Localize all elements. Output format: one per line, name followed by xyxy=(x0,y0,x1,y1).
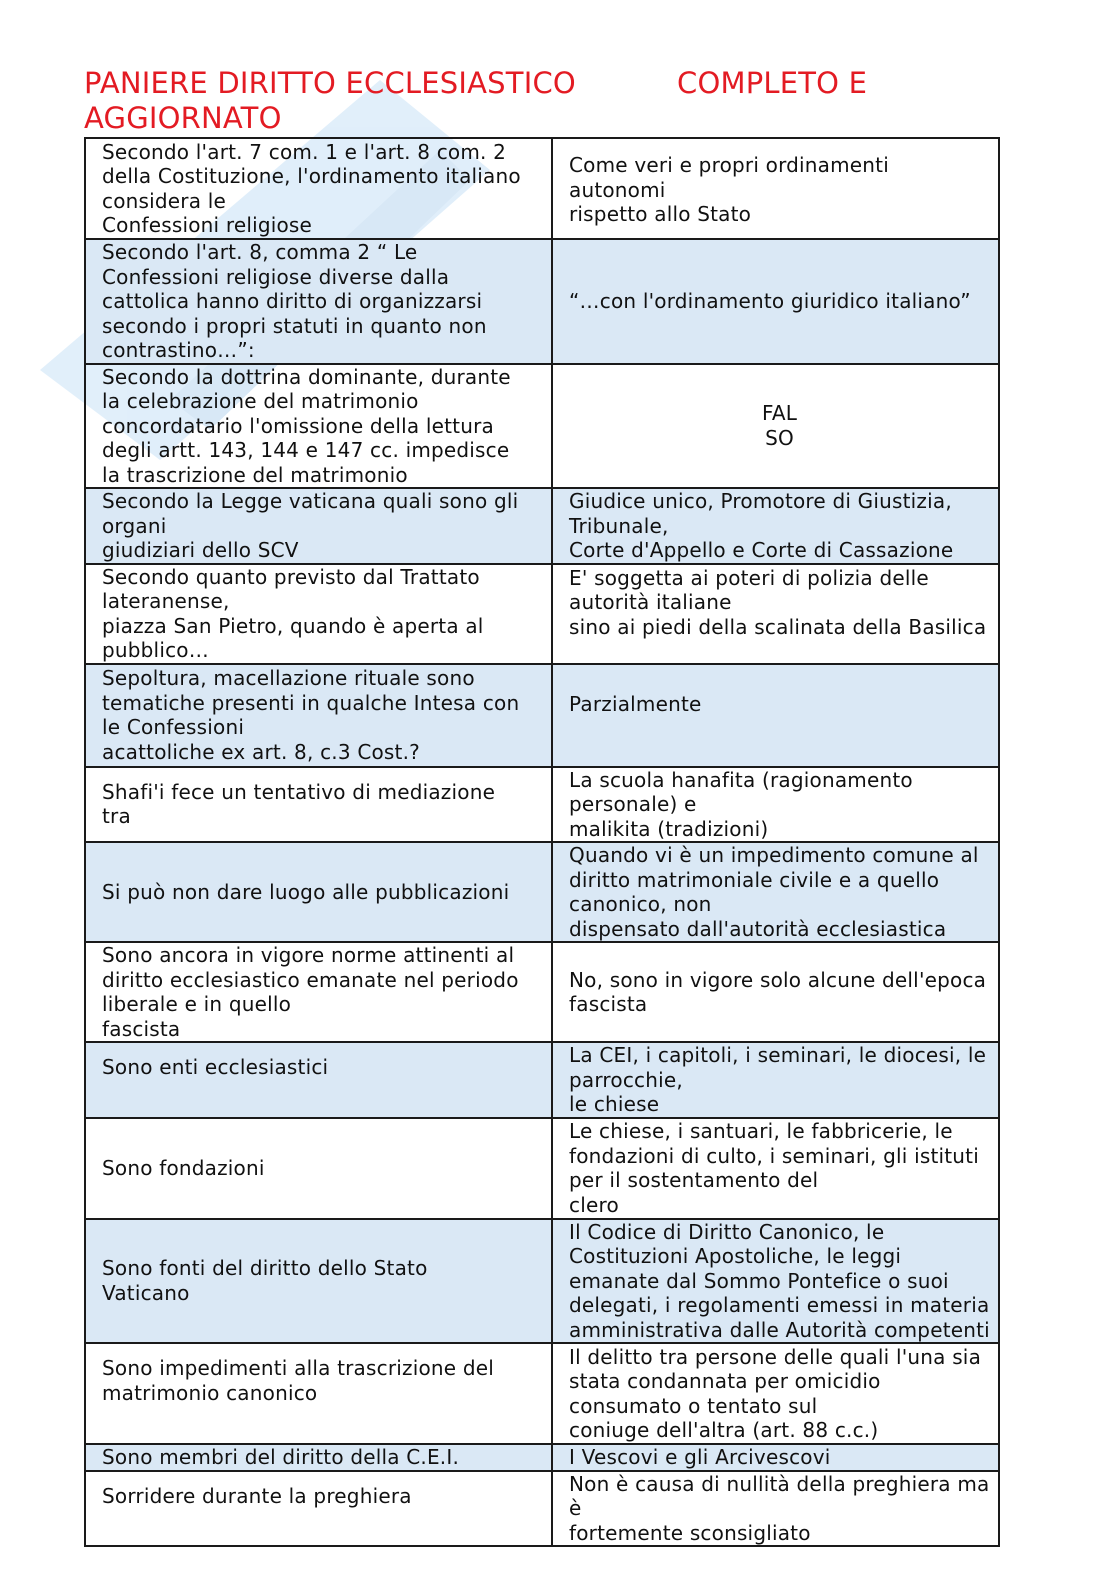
answer-cell: Non è causa di nullità della preghiera ma è fortemente sconsigliato xyxy=(552,1471,999,1547)
table-row xyxy=(85,1343,999,1444)
answer-cell: I Vescovi e gli Arcivescovi xyxy=(552,1444,999,1471)
table-row xyxy=(85,664,999,767)
answer-cell: Il Codice di Diritto Canonico, le Costituzioni Apostoliche, le leggi emanate dal Sommo Pontefice o suoi delegati, i regolamenti emessi in materia amministrativa dalle Autorità competenti xyxy=(552,1219,999,1344)
question-cell: Sono impedimenti alla trascrizione del matrimonio canonico xyxy=(85,1343,552,1444)
question-cell: Secondo la dottrina dominante, durante la celebrazione del matrimonio concordatario l'omissione della lettura degli artt. 143, 144 e 147 cc. impedisce la trascrizione del matrimonio xyxy=(85,364,552,489)
answer-cell: Giudice unico, Promotore di Giustizia, Tribunale, Corte d'Appello e Corte di Cassazione xyxy=(552,488,999,564)
table-row xyxy=(85,1471,999,1547)
page-title xyxy=(84,66,1024,136)
question-cell: Sepoltura, macellazione rituale sono tematiche presenti in qualche Intesa con le Confessioni acattoliche ex art. 8, c.3 Cost.? xyxy=(85,664,552,767)
answer-cell: FAL SO xyxy=(552,364,999,489)
answer-cell: Quando vi è un impedimento comune al diritto matrimoniale civile e a quello canonico, non dispensato dall'autorità ecclesiastica xyxy=(552,842,999,942)
question-cell: Si può non dare luogo alle pubblicazioni xyxy=(85,842,552,942)
answer-cell: Le chiese, i santuari, le fabbricerie, le fondazioni di culto, i seminari, gli istituti per il sostentamento del clero xyxy=(552,1118,999,1219)
question-cell: Secondo la Legge vaticana quali sono gli organi giudiziari dello SCV xyxy=(85,488,552,564)
table-row xyxy=(85,564,999,664)
table-row xyxy=(85,239,999,364)
answer-cell: “…con l'ordinamento giuridico italiano” xyxy=(552,239,999,364)
answer-cell: Come veri e propri ordinamenti autonomi rispetto allo Stato xyxy=(552,138,999,239)
answer-cell: La CEI, i capitoli, i seminari, le diocesi, le parrocchie, le chiese xyxy=(552,1042,999,1118)
title-left: PANIERE DIRITTO ECCLESIASTICO AGGIORNATO xyxy=(84,66,576,135)
qa-table xyxy=(84,137,1000,1547)
answer-cell: Il delitto tra persone delle quali l'una sia stata condannata per omicidio consumato o tentato sul coniuge dell'altra (art. 88 c.c.) xyxy=(552,1343,999,1444)
table-row xyxy=(85,1444,999,1471)
question-cell: Secondo quanto previsto dal Trattato lateranense, piazza San Pietro, quando è aperta al pubblico… xyxy=(85,564,552,664)
question-cell: Sono ancora in vigore norme attinenti al diritto ecclesiastico emanate nel periodo liberale e in quello fascista xyxy=(85,942,552,1042)
table-row xyxy=(85,1042,999,1118)
question-cell: Sono fonti del diritto dello Stato Vaticano xyxy=(85,1219,552,1344)
answer-cell: Parzialmente xyxy=(552,664,999,767)
table-row xyxy=(85,767,999,843)
table-row xyxy=(85,138,999,239)
question-cell: Sorridere durante la preghiera xyxy=(85,1471,552,1547)
question-cell: Secondo l'art. 7 com. 1 e l'art. 8 com. 2 della Costituzione, l'ordinamento italiano considera le Confessioni religiose xyxy=(85,138,552,239)
table-row xyxy=(85,364,999,489)
table-row xyxy=(85,942,999,1042)
question-cell: Shafi'i fece un tentativo di mediazione tra xyxy=(85,767,552,843)
title-right: COMPLETO E xyxy=(677,66,868,100)
table-row xyxy=(85,842,999,942)
answer-cell: No, sono in vigore solo alcune dell'epoca fascista xyxy=(552,942,999,1042)
question-cell: Sono fondazioni xyxy=(85,1118,552,1219)
question-cell: Sono membri del diritto della C.E.I. xyxy=(85,1444,552,1471)
question-cell: Secondo l'art. 8, comma 2 “ Le Confessioni religiose diverse dalla cattolica hanno diritto di organizzarsi secondo i propri statuti in quanto non contrastino…”: xyxy=(85,239,552,364)
table-row xyxy=(85,1219,999,1344)
answer-cell: La scuola hanafita (ragionamento personale) e malikita (tradizioni) xyxy=(552,767,999,843)
answer-cell: E' soggetta ai poteri di polizia delle autorità italiane sino ai piedi della scalinata della Basilica xyxy=(552,564,999,664)
question-cell: Sono enti ecclesiastici xyxy=(85,1042,552,1118)
table-row xyxy=(85,1118,999,1219)
table-row xyxy=(85,488,999,564)
